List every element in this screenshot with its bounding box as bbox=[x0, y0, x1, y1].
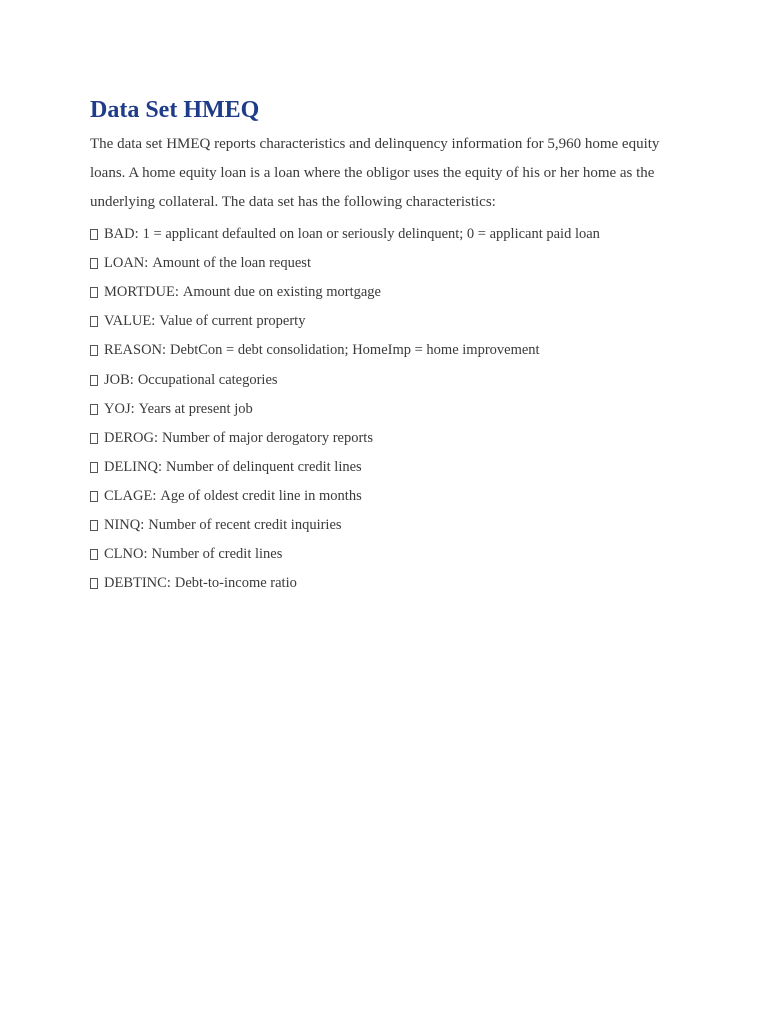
variable-name: DELINQ: bbox=[104, 458, 162, 475]
missing-glyph-box-icon bbox=[90, 520, 98, 531]
variable-name: YOJ: bbox=[104, 400, 135, 417]
variable-description: Amount due on existing mortgage bbox=[182, 284, 381, 301]
variable-name: DEROG: bbox=[104, 429, 158, 446]
variable-description: Years at present job bbox=[138, 400, 253, 417]
variable-description: DebtCon = debt consolidation; HomeImp = home improvement bbox=[170, 342, 540, 359]
variable-description: Number of major derogatory reports bbox=[161, 429, 373, 446]
variable-description: Number of recent credit inquiries bbox=[148, 516, 342, 533]
variable-name: MORTDUE: bbox=[104, 284, 179, 301]
variable-item bbox=[90, 278, 690, 307]
variable-name: NINQ: bbox=[104, 516, 145, 533]
variable-description: Value of current property bbox=[159, 313, 306, 330]
variable-name: JOB: bbox=[104, 371, 134, 388]
missing-glyph-box-icon bbox=[90, 345, 98, 356]
variable-description: Age of oldest credit line in months bbox=[160, 487, 362, 504]
variable-description: Debt-to-income ratio bbox=[174, 575, 297, 592]
document-page bbox=[90, 96, 690, 598]
variable-item bbox=[90, 569, 690, 598]
variable-name: CLAGE: bbox=[104, 487, 157, 504]
missing-glyph-box-icon bbox=[90, 287, 98, 298]
variable-description: Amount of the loan request bbox=[152, 255, 311, 272]
variable-name: LOAN: bbox=[104, 255, 149, 272]
variable-item bbox=[90, 540, 690, 569]
variable-item bbox=[90, 249, 690, 278]
variable-item bbox=[90, 424, 690, 453]
missing-glyph-box-icon bbox=[90, 549, 98, 560]
missing-glyph-box-icon bbox=[90, 462, 98, 473]
variable-name: DEBTINC: bbox=[104, 575, 171, 592]
intro-paragraph: The data set HMEQ reports characteristics and delinquency information for 5,960 home equity loans. A home equity loan is a loan where the obligor uses the equity of his or her home as the underlying collateral. The data set has the following characteristics: bbox=[90, 136, 660, 210]
missing-glyph-box-icon bbox=[90, 229, 98, 240]
missing-glyph-box-icon bbox=[90, 578, 98, 589]
variable-name: REASON: bbox=[104, 342, 167, 359]
variable-item bbox=[90, 395, 690, 424]
variable-name: CLNO: bbox=[104, 546, 148, 563]
missing-glyph-box-icon bbox=[90, 258, 98, 269]
variable-description: Occupational categories bbox=[137, 371, 278, 388]
variable-item bbox=[90, 220, 690, 249]
variable-item bbox=[90, 365, 690, 394]
variable-description: Number of credit lines bbox=[151, 546, 283, 563]
variable-name: BAD: bbox=[104, 226, 139, 243]
missing-glyph-box-icon bbox=[90, 491, 98, 502]
missing-glyph-box-icon bbox=[90, 433, 98, 444]
variable-item bbox=[90, 336, 690, 365]
variable-name: VALUE: bbox=[104, 313, 156, 330]
variable-description: 1 = applicant defaulted on loan or seriously delinquent; 0 = applicant paid loan bbox=[142, 226, 600, 243]
variable-item bbox=[90, 482, 690, 511]
variable-description: Number of delinquent credit lines bbox=[166, 458, 362, 475]
variable-list bbox=[90, 220, 690, 598]
variable-item bbox=[90, 307, 690, 336]
page-title: Data Set HMEQ bbox=[90, 97, 260, 123]
missing-glyph-box-icon bbox=[90, 404, 98, 415]
missing-glyph-box-icon bbox=[90, 316, 98, 327]
missing-glyph-box-icon bbox=[90, 375, 98, 386]
variable-item bbox=[90, 453, 690, 482]
variable-item bbox=[90, 511, 690, 540]
